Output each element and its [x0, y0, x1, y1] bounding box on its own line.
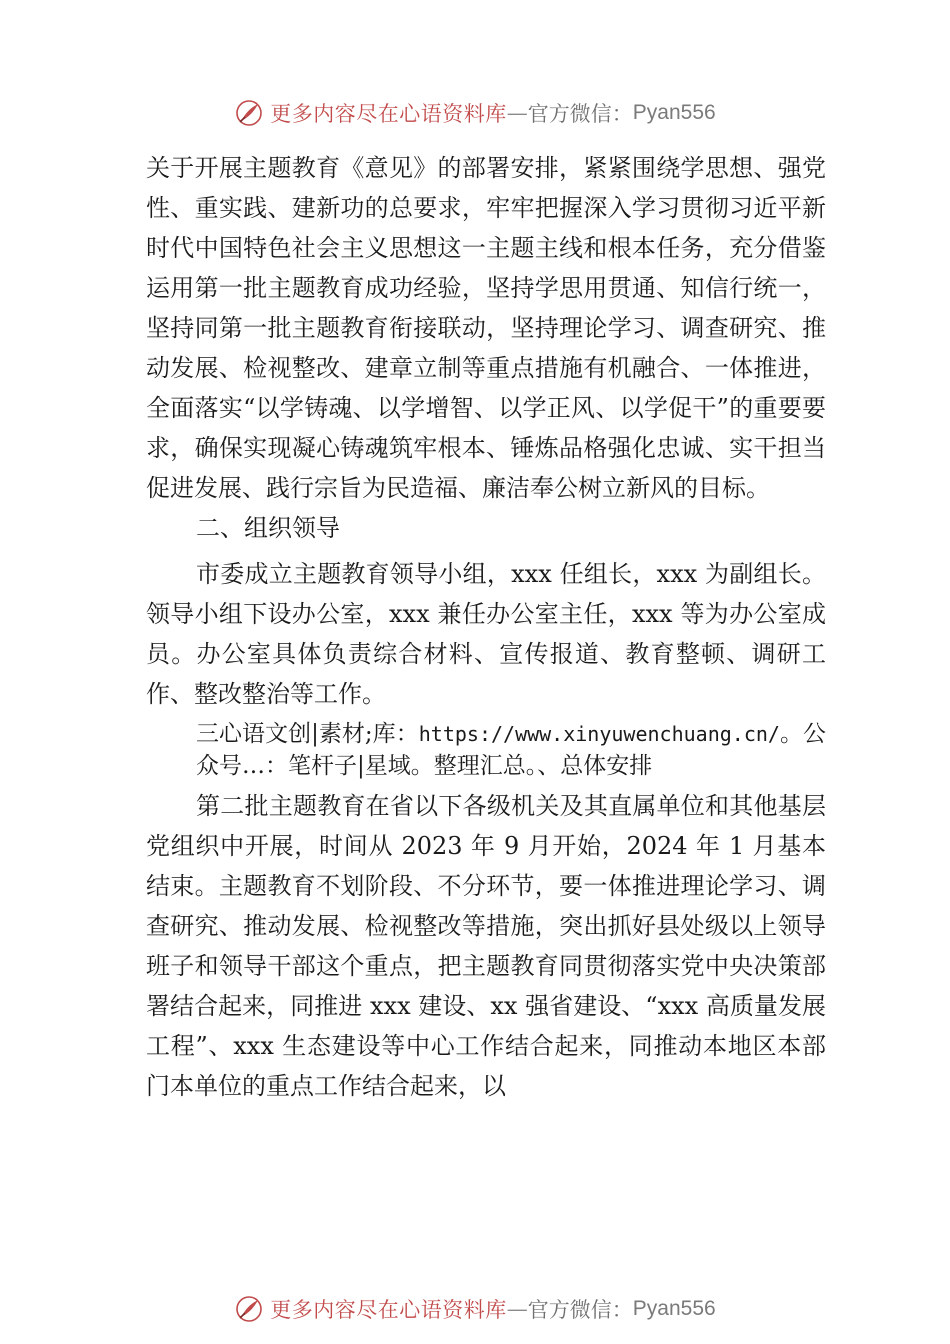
- footer-banner: [0, 1289, 950, 1329]
- section-heading-organization: 二、组织领导: [196, 514, 340, 542]
- source-note-prefix: 三心语文创|素材;库：: [196, 721, 419, 747]
- banner-wechat-label: 官方微信：: [527, 1298, 633, 1322]
- source-note: [146, 718, 826, 782]
- paragraph-arrangement: 第二批主题教育在省以下各级机关及其直属单位和其他基层党组织中开展，时间从 2023 年 9 月开始，2024 年 1 月基本结束。主题教育不划阶段、不分环节，要一体推进理论学习、调查研究、推动发展、检视整改等措施，突出抓好县处级以上领导班子和领导干部这个重点，把主题教育同贯彻落实党中央决策部署结合起来，同推进 xxx 建设、xx 强省建设、“xxx 高质量发展工程”、xxx 生态建设等中心工作结合起来，同推动本地区本部门本单位的重点工作结合起来，以: [146, 792, 826, 1100]
- banner-separator: —: [506, 1297, 528, 1321]
- source-url: https://www.xinyuwenchuang.cn/: [418, 722, 780, 746]
- banner-wechat-label: 官方微信：: [527, 102, 633, 126]
- banner-wechat-id: Pyan556: [632, 101, 716, 124]
- source-note-suffix: 。公众号…：笔杆子|星域。整理汇总。、总体安排: [196, 721, 827, 779]
- document-body: [146, 148, 826, 1106]
- banner-text: 更多内容尽在心语资料库: [270, 102, 507, 126]
- banner-text: 更多内容尽在心语资料库: [270, 1298, 507, 1322]
- paragraph-organization: 市委成立主题教育领导小组，xxx 任组长，xxx 为副组长。领导小组下设办公室，xxx 兼任办公室主任，xxx 等为办公室成员。办公室具体负责综合材料、宣传报道、教育整顿、调研工作、整改整治等工作。: [146, 560, 826, 708]
- header-banner: [0, 93, 950, 133]
- quill-logo-icon: [234, 1294, 264, 1324]
- quill-logo-icon: [234, 98, 264, 128]
- banner-separator: —: [506, 101, 528, 125]
- paragraph-intro: 关于开展主题教育《意见》的部署安排，紧紧围绕学思想、强党性、重实践、建新功的总要求，牢牢把握深入学习贯彻习近平新时代中国特色社会主义思想这一主题主线和根本任务，充分借鉴运用第一批主题教育成功经验，坚持学思用贯通、知信行统一，坚持同第一批主题教育衔接联动，坚持理论学习、调查研究、推动发展、检视整改、建章立制等重点措施有机融合、一体推进，全面落实“以学铸魂、以学增智、以学正风、以学促干”的重要要求，确保实现凝心铸魂筑牢根本、锤炼品格强化忠诚、实干担当促进发展、践行宗旨为民造福、廉洁奉公树立新风的目标。: [146, 154, 826, 502]
- banner-wechat-id: Pyan556: [632, 1297, 716, 1320]
